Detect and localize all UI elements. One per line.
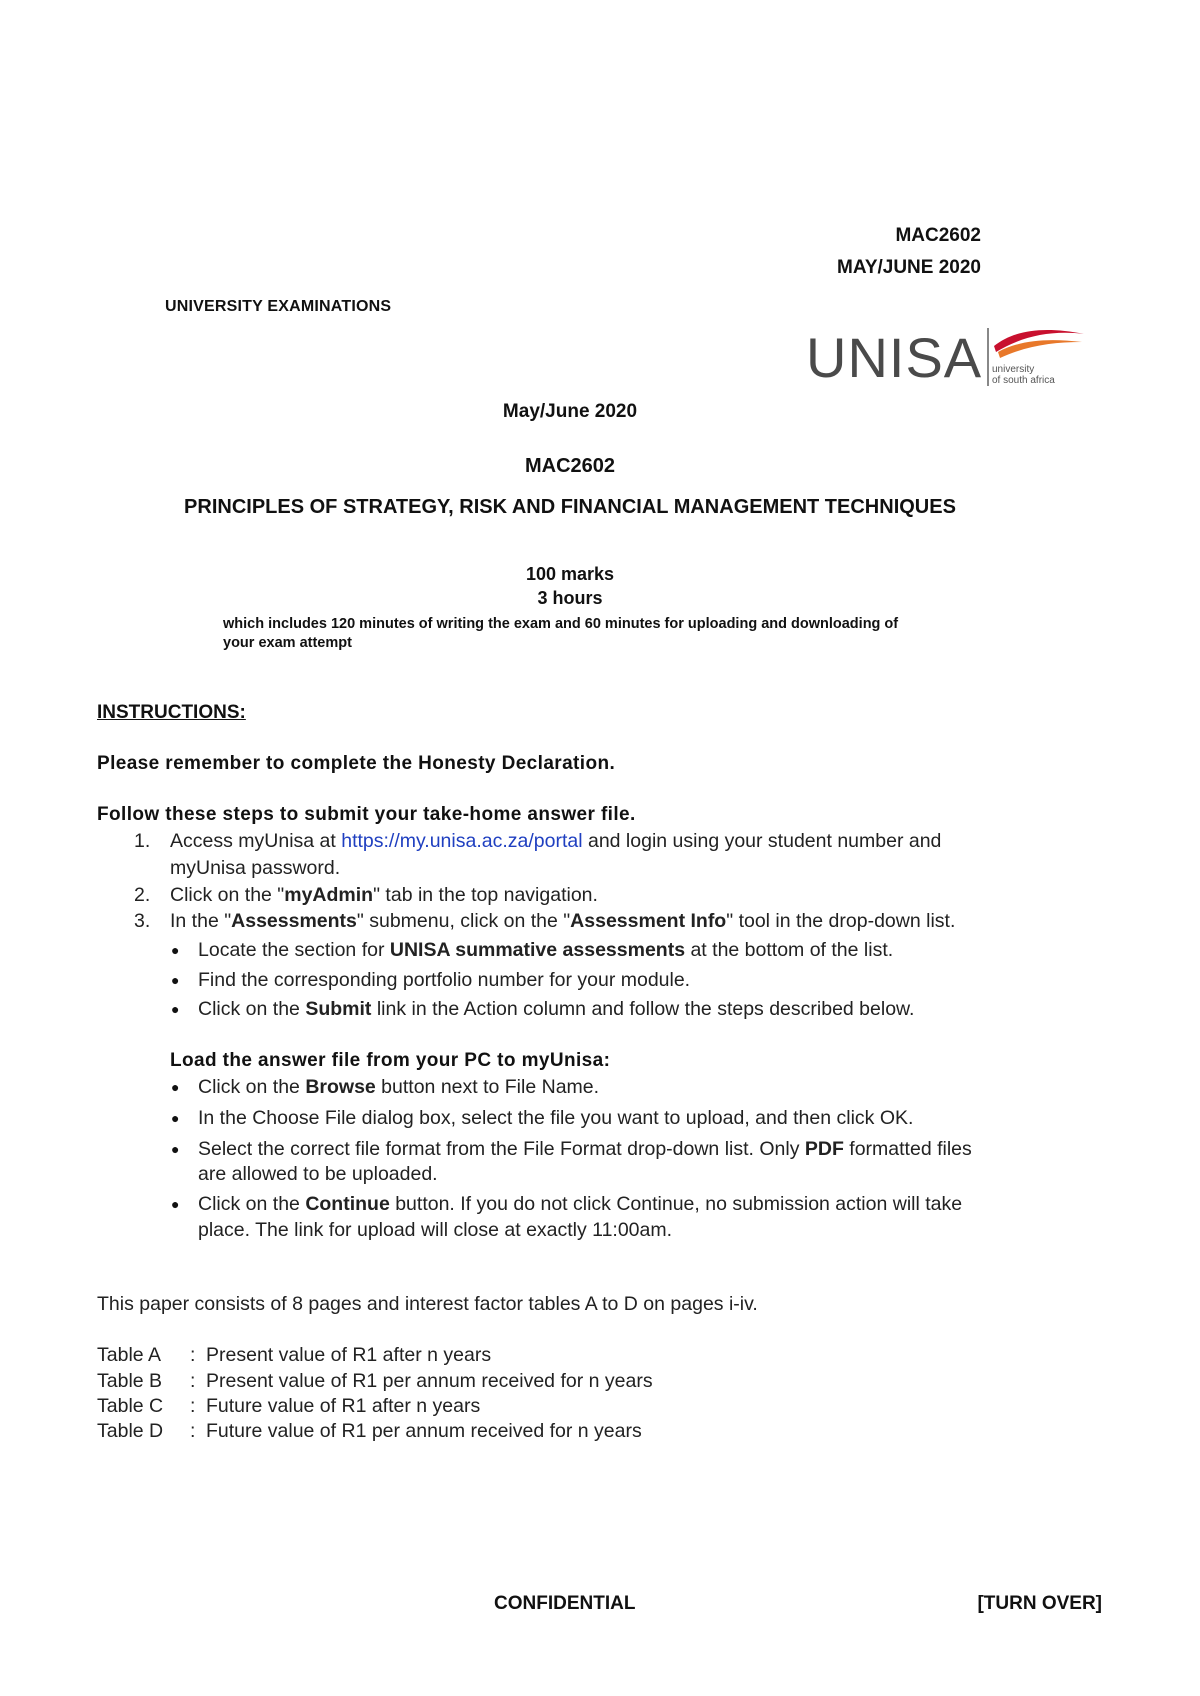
step-1-text-end: and login using your student number and [582,830,942,852]
table-desc: Future value of R1 per annum received for n years [206,1420,642,1442]
table-label: Table D [97,1420,164,1442]
load-bullet-1-text-end: button next to File Name. [375,1076,600,1098]
step-1-line1 [170,830,941,853]
duration-note-line1: which includes 120 minutes of writing the exam and 60 minutes for uploading and downloading of [223,616,899,632]
module-title: PRINCIPLES OF STRATEGY, RISK AND FINANCIAL MANAGEMENT TECHNIQUES [184,496,956,518]
table-row [97,1395,480,1418]
myunisa-portal-link[interactable]: https://my.unisa.ac.za/portal [341,830,583,852]
table-label: Table A [97,1344,161,1366]
university-examinations-label: UNIVERSITY EXAMINATIONS [165,298,392,315]
load-bullet-1-text: Click on the [198,1076,306,1098]
honesty-reminder: Please remember to complete the Honesty Declaration. [97,753,616,774]
table-desc: Future value of R1 after n years [206,1395,481,1417]
sub-bullet-1 [198,939,893,962]
table-row [97,1420,642,1443]
submission-steps-heading: Follow these steps to submit your take-home answer file. [97,804,636,825]
bullet-icon: ● [171,1079,180,1095]
session-header: MAY/JUNE 2020 [837,257,981,278]
exam-session: May/June 2020 [502,401,638,422]
table-sep: : [190,1370,196,1392]
logo-tagline-line2: of south africa [992,375,1055,386]
bullet-icon: ● [171,942,180,958]
sub-bullet-3-text-end: link in the Action column and follow the steps described below. [371,998,915,1020]
sub-bullet-3 [198,998,914,1021]
sub-bullet-3-submit: Submit [305,998,372,1020]
step-2 [170,884,598,907]
step-3-text-mid: " submenu, click on the " [356,910,571,932]
load-bullet-3-line2: are allowed to be uploaded. [198,1163,438,1185]
step-2-number: 2. [134,884,151,906]
load-bullet-1 [198,1076,599,1099]
bullet-icon: ● [171,972,180,988]
load-bullet-3-pdf: PDF [804,1138,844,1160]
load-bullet-3 [198,1138,972,1161]
logo-divider [987,328,989,386]
table-label: Table B [97,1370,163,1392]
load-bullet-2: In the Choose File dialog box, select the file you want to upload, and then click OK. [198,1107,914,1129]
load-bullet-3-text-end: formatted files [843,1138,972,1160]
confidential-label: CONFIDENTIAL [494,1593,636,1614]
table-label: Table C [97,1395,164,1417]
turn-over-label: [TURN OVER] [977,1593,1102,1614]
sub-bullet-1-text: Locate the section for [198,939,390,961]
step-3-text-end: " tool in the drop-down list. [726,910,956,932]
duration-note-line2: your exam attempt [223,635,352,651]
load-bullet-4-text-end: button. If you do not click Continue, no submission action will take [389,1193,963,1215]
exam-duration: 3 hours [537,588,603,608]
bullet-icon: ● [171,1001,180,1017]
module-code: MAC2602 [524,455,616,477]
table-sep: : [190,1420,196,1442]
bullet-icon: ● [171,1141,180,1157]
logo-tagline-line1: university [992,364,1035,375]
logo-swoosh-icon [992,322,1086,362]
step-3 [170,910,955,933]
step-3-assessments: Assessments [231,910,357,932]
unisa-logo [806,322,1086,394]
sub-bullet-2: Find the corresponding portfolio number for your module. [198,969,691,991]
step-3-text: In the " [170,910,232,932]
table-row [97,1370,653,1393]
step-1-text: Access myUnisa at [170,830,342,852]
course-code: MAC2602 [895,225,981,246]
bullet-icon: ● [171,1196,180,1212]
load-bullet-4 [198,1193,962,1216]
instructions-heading: INSTRUCTIONS: [97,702,246,723]
sub-bullet-1-text-end: at the bottom of the list. [685,939,894,961]
table-sep: : [190,1344,196,1366]
bullet-icon: ● [171,1110,180,1126]
load-bullet-4-text: Click on the [198,1193,306,1215]
logo-wordmark: UNISA [806,326,983,389]
load-bullet-1-browse: Browse [305,1076,376,1098]
total-marks: 100 marks [525,564,615,584]
step-2-text: Click on the " [170,884,285,906]
sub-bullet-3-text: Click on the [198,998,306,1020]
step-1-number: 1. [134,830,151,852]
step-3-number: 3. [134,910,151,932]
table-desc: Present value of R1 after n years [206,1344,492,1366]
table-desc: Present value of R1 per annum received for n years [206,1370,653,1392]
load-answer-heading: Load the answer file from your PC to myUnisa: [170,1050,611,1071]
load-bullet-4-line2: place. The link for upload will close at exactly 11:00am. [198,1219,673,1241]
load-bullet-4-continue: Continue [305,1193,390,1215]
step-2-myadmin: myAdmin [284,884,374,906]
table-sep: : [190,1395,196,1417]
load-bullet-3-text: Select the correct file format from the File Format drop-down list. Only [198,1138,805,1160]
table-row [97,1344,491,1367]
step-3-assessment-info: Assessment Info [570,910,727,932]
sub-bullet-1-bold: UNISA summative assessments [389,939,686,961]
step-2-text-end: " tab in the top navigation. [373,884,598,906]
paper-info: This paper consists of 8 pages and interest factor tables A to D on pages i-iv. [97,1293,758,1315]
step-1-line2: myUnisa password. [170,857,341,879]
